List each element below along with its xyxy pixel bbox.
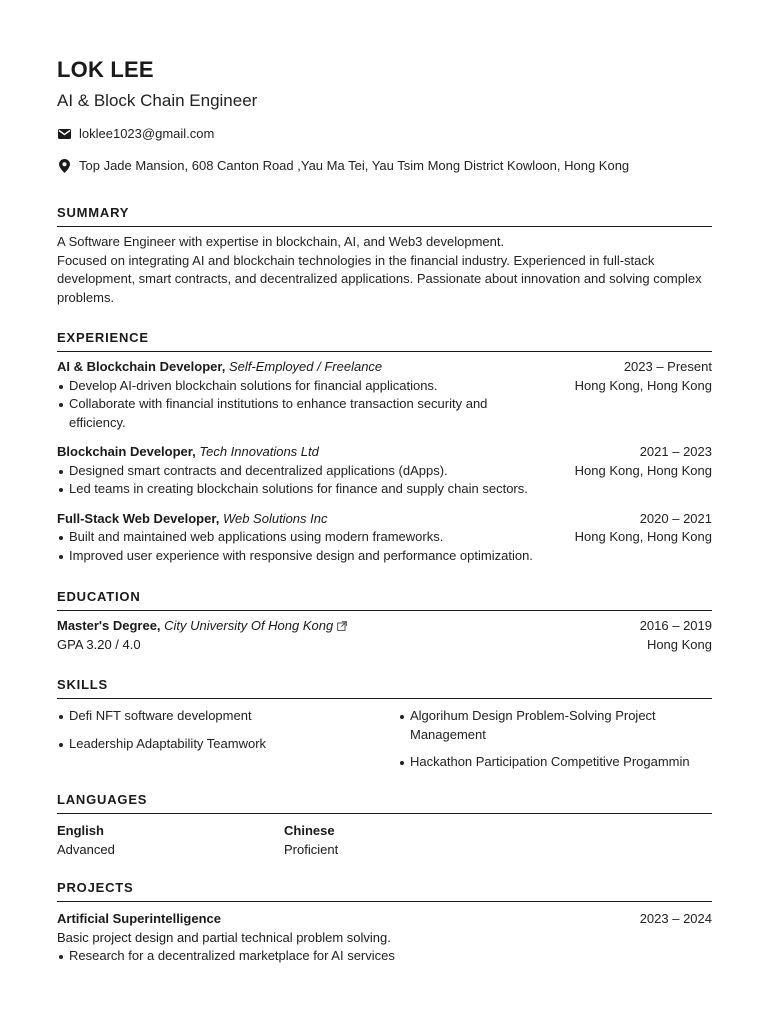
list-item: Research for a decentralized marketplace for AI services xyxy=(57,947,712,966)
job-bullets xyxy=(57,528,575,565)
job-entry xyxy=(57,358,712,432)
language-item xyxy=(57,822,284,859)
job-bullets xyxy=(57,462,575,499)
summary-section xyxy=(57,204,712,308)
list-item: Leadership Adaptability Teamwork xyxy=(57,735,398,754)
project-bullets xyxy=(57,947,712,966)
job-entry xyxy=(57,510,712,566)
project-dates: 2023 – 2024 xyxy=(639,911,712,926)
project-entry xyxy=(57,910,712,966)
job-company: Self-Employed / Freelance xyxy=(228,359,383,374)
candidate-name: LOK LEE xyxy=(57,57,154,82)
section-title: EXPERIENCE xyxy=(57,329,712,352)
list-item: Develop AI-driven blockchain solutions for financial applications. xyxy=(57,377,507,396)
section-title: PROJECTS xyxy=(57,879,712,902)
education-section xyxy=(57,588,712,654)
list-item: Built and maintained web applications using modern frameworks. xyxy=(57,528,575,547)
skills-section xyxy=(57,676,712,781)
degree: Master's Degree, xyxy=(57,618,161,633)
summary-line: A Software Engineer with expertise in blockchain, AI, and Web3 development. xyxy=(57,234,505,249)
language-level: Proficient xyxy=(284,841,339,857)
job-location: Hong Kong, Hong Kong xyxy=(574,529,712,544)
job-location: Hong Kong, Hong Kong xyxy=(574,462,712,478)
experience-section xyxy=(57,329,712,565)
gpa: GPA 3.20 / 4.0 xyxy=(57,636,141,652)
job-entry xyxy=(57,443,712,499)
languages-section xyxy=(57,791,712,859)
education-location: Hong Kong xyxy=(646,636,712,652)
job-position: AI & Blockchain Developer, xyxy=(57,359,226,374)
language-name: Chinese xyxy=(284,823,335,838)
envelope-icon xyxy=(57,127,71,141)
language-name: English xyxy=(57,823,104,838)
list-item: Defi NFT software development xyxy=(57,707,398,726)
projects-section xyxy=(57,879,712,966)
contact-email[interactable] xyxy=(57,125,214,144)
job-bullets xyxy=(57,377,507,433)
summary-line: Focused on integrating AI and blockchain technologies in the financial industry. Experienced in full-stack development, smart contracts, and decentralized applications. Passionate about innovation and solving complex problems. xyxy=(57,252,702,306)
skills-list-left xyxy=(57,707,398,753)
email-text[interactable]: loklee1023@gmail.com xyxy=(79,126,215,141)
job-dates: 2023 – Present xyxy=(623,359,712,374)
section-title: SKILLS xyxy=(57,676,712,699)
list-item: Improved user experience with responsive design and performance optimization. xyxy=(57,547,575,566)
section-title: LANGUAGES xyxy=(57,791,712,814)
section-title: SUMMARY xyxy=(57,204,712,227)
job-dates: 2020 – 2021 xyxy=(639,510,712,526)
candidate-role: AI & Block Chain Engineer xyxy=(57,91,258,110)
education-entry xyxy=(57,617,712,654)
project-name: Artificial Superintelligence xyxy=(57,911,221,926)
job-dates: 2021 – 2023 xyxy=(639,444,712,459)
school-link[interactable]: City University Of Hong Kong xyxy=(164,618,334,633)
job-company: Web Solutions Inc xyxy=(222,510,328,526)
list-item: Algorihum Design Problem-Solving Project Management xyxy=(398,707,712,744)
map-pin-icon xyxy=(57,159,71,173)
address-text: Top Jade Mansion, 608 Canton Road ,Yau Ma Tei, Yau Tsim Mong District Kowloon, Hong Kong xyxy=(79,158,630,173)
education-dates: 2016 – 2019 xyxy=(639,618,712,633)
section-title: EDUCATION xyxy=(57,588,712,611)
skills-list-right xyxy=(398,707,712,772)
list-item: Hackathon Participation Competitive Progammin xyxy=(398,753,712,772)
external-link-icon[interactable] xyxy=(337,618,347,628)
job-position: Full-Stack Web Developer, xyxy=(57,510,220,526)
language-item xyxy=(284,822,511,859)
list-item: Collaborate with financial institutions to enhance transaction security and efficiency. xyxy=(57,395,507,432)
language-level: Advanced xyxy=(57,841,115,857)
project-description: Basic project design and partial technical problem solving. xyxy=(57,929,391,945)
job-location: Hong Kong, Hong Kong xyxy=(574,377,712,393)
contact-address xyxy=(57,157,629,176)
summary-text xyxy=(57,233,712,308)
job-position: Blockchain Developer, xyxy=(57,444,196,459)
list-item: Led teams in creating blockchain solutions for finance and supply chain sectors. xyxy=(57,480,575,499)
list-item: Designed smart contracts and decentralized applications (dApps). xyxy=(57,462,575,481)
job-company: Tech Innovations Ltd xyxy=(199,444,319,459)
